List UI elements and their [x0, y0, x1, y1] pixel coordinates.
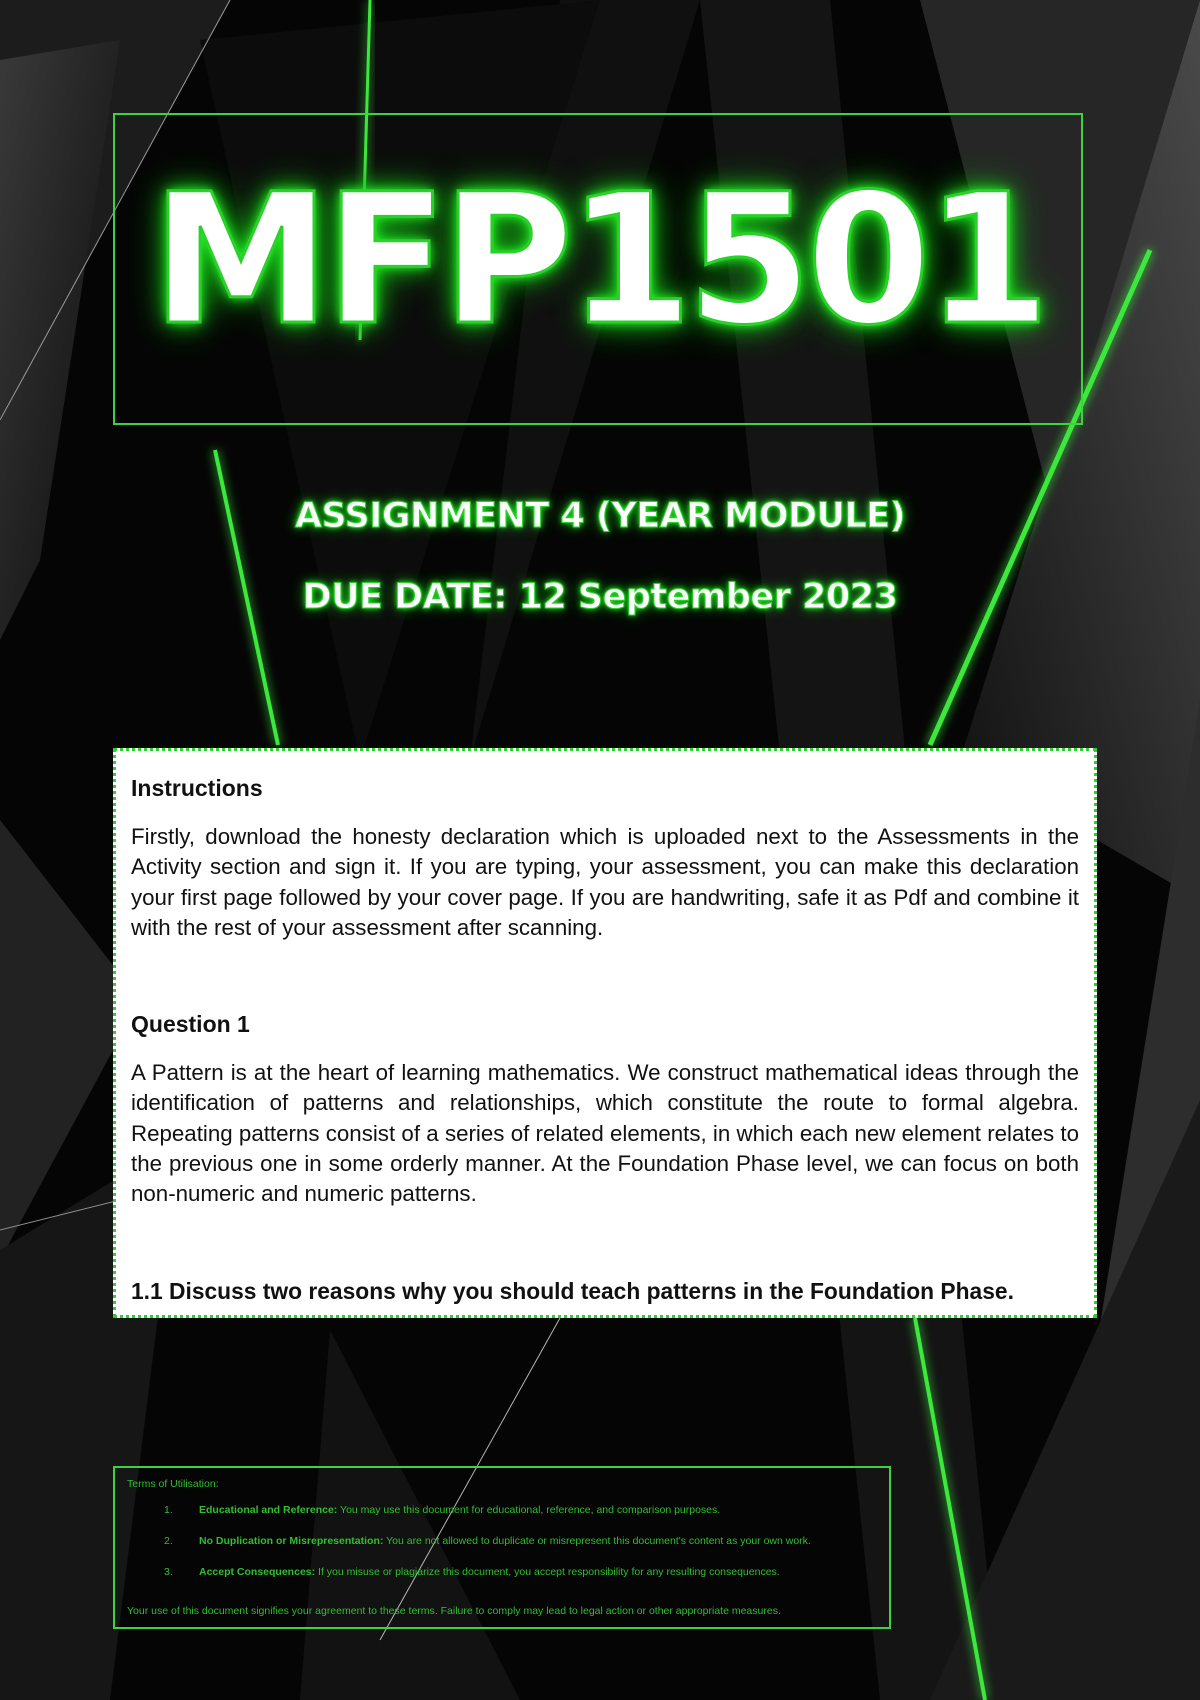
terms-heading: Terms of Utilisation:: [127, 1478, 219, 1490]
terms-item-number: 2.: [164, 1535, 173, 1547]
terms-item: [127, 1566, 877, 1578]
assignment-content-card: [113, 748, 1097, 1318]
terms-item-text: You are not allowed to duplicate or misrepresent this document's content as your own work.: [383, 1535, 811, 1547]
terms-item-number: 3.: [164, 1566, 173, 1578]
terms-footer: Your use of this document signifies your agreement to these terms. Failure to comply may lead to legal action or other appropriate measures.: [127, 1605, 781, 1617]
instructions-heading: Instructions: [131, 775, 263, 801]
question-heading: Question 1: [131, 1011, 250, 1038]
terms-of-utilisation: [113, 1466, 891, 1629]
terms-item-title: Accept Consequences:: [199, 1566, 316, 1578]
terms-item: [127, 1535, 877, 1547]
title-frame: [113, 113, 1083, 425]
terms-list: [127, 1504, 877, 1578]
course-code: MFP1501: [151, 156, 1045, 365]
terms-item: [127, 1504, 877, 1516]
terms-item-title: Educational and Reference:: [199, 1504, 338, 1516]
terms-item-title: No Duplication or Misrepresentation:: [199, 1535, 384, 1547]
terms-item-number: 1.: [164, 1504, 173, 1516]
assignment-title: ASSIGNMENT 4 (YEAR MODULE): [294, 496, 906, 536]
sub-question: 1.1 Discuss two reasons why you should teach patterns in the Foundation Phase.: [131, 1277, 1014, 1304]
due-date: DUE DATE: 12 September 2023: [302, 577, 898, 617]
terms-item-text: You may use this document for educational, reference, and comparison purposes.: [337, 1504, 721, 1516]
question-text: A Pattern is at the heart of learning mathematics. We construct mathematical ideas through the identification of patterns and relationships, which constitute the route to formal algebra. Repeating patterns consist of a series of related elements, in which each new element relates to the previous one in some orderly manner. At the Foundation Phase level, we can focus on both non-numeric and numeric patterns.: [131, 1060, 1079, 1207]
terms-item-text: If you misuse or plagiarize this document, you accept responsibility for any resulting consequences.: [315, 1566, 780, 1578]
instructions-text: Firstly, download the honesty declaration which is uploaded next to the Assessments in the Activity section and sign it. If you are typing, your assessment, you can make this declaration your first page followed by your cover page. If you are handwriting, safe it as Pdf and combine it with the rest of your assessment after scanning.: [131, 824, 1079, 940]
